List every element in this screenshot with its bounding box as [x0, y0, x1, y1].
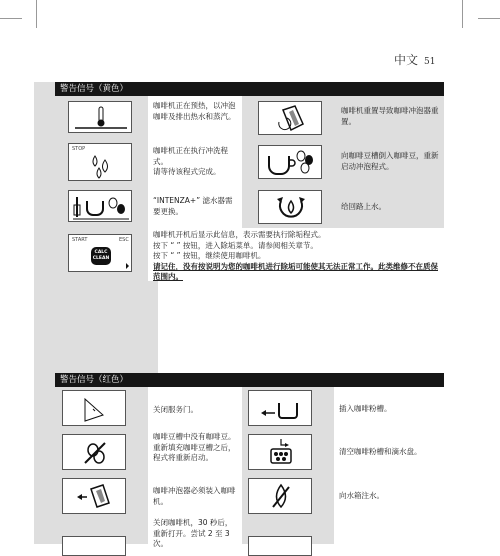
yellow-row1-left-text: 咖啡机正在预热，以冲泡咖啡及排出热水和蒸汽。	[153, 101, 236, 121]
red-row1-left-text: 关闭服务门。	[153, 405, 198, 414]
red-row1-right-text: 插入咖啡粉槽。	[339, 404, 392, 413]
page-number: 51	[424, 57, 436, 67]
stop-label: STOP	[72, 146, 86, 152]
red-row2-left-text: 咖啡豆槽中没有咖啡豆。 重新填充咖啡豆槽之后，程式将重新启动。	[153, 432, 236, 462]
brew-group-reset-icon	[258, 101, 322, 135]
red-row3-right-text: 向水箱注水。	[339, 491, 384, 500]
clean-label: CLEAN	[92, 256, 110, 261]
insert-brew-group-icon	[62, 478, 126, 514]
esc-label: ESC	[119, 237, 129, 243]
descaling-line3: 按下 “ ” 按钮，继续使用咖啡机。	[153, 251, 266, 260]
red-row3-left-text: 咖啡冲泡器必须装入咖啡机。	[153, 486, 236, 506]
unknown-icon	[248, 536, 312, 556]
insert-grounds-drawer-icon	[248, 390, 312, 426]
crop-mark	[36, 0, 37, 28]
intenza-filter-icon	[68, 190, 132, 222]
descaling-warning: 请记住，没有按说明为您的咖啡机进行除垢可能使其无法正常工作。此类维修不在质保范围内。	[153, 261, 438, 281]
descaling-text	[153, 230, 441, 283]
start-label: START	[72, 237, 88, 243]
yellow-row3-left-text: “INTENZA+” 滤水器需要更换。	[153, 196, 233, 216]
crop-mark	[0, 18, 22, 19]
calc-clean-icon	[68, 234, 132, 272]
no-beans-icon	[62, 434, 126, 470]
crop-mark	[478, 18, 500, 19]
page-header	[394, 51, 435, 68]
yellow-row2-right-text: 向咖啡豆槽倒入咖啡豆，重新启动冲泡程式。	[341, 151, 439, 171]
add-beans-icon	[258, 145, 322, 179]
restart-icon	[62, 536, 126, 556]
descaling-line1: 咖啡机开机后显示此信息，表示需要执行除垢程式。	[153, 230, 326, 239]
yellow-row3-right-text: 给回路上水。	[341, 202, 386, 211]
thermometer-icon	[68, 101, 132, 133]
fill-water-tank-icon	[248, 478, 312, 514]
rinse-icon	[68, 143, 132, 181]
red-row4-left-text: 关闭咖啡机，30 秒后，重新打开。尝试 2 至 3 次。	[153, 518, 233, 548]
prime-circuit-icon	[258, 190, 322, 224]
descaling-line2: 按下 “ ” 按钮，进入除垢菜单。请参阅相关章节。	[153, 240, 318, 250]
crop-mark	[462, 0, 463, 28]
calc-label: CALC	[94, 250, 108, 255]
empty-grounds-icon	[248, 434, 312, 470]
yellow-row2-left-text: 咖啡机正在执行冲洗程式。 请等待该程式完成。	[153, 146, 228, 176]
yellow-section-title: 警告信号（黄色）	[55, 82, 444, 96]
red-row2-right-text: 清空咖啡粉槽和滴水盘。	[339, 447, 422, 456]
language-label: 中文	[394, 53, 419, 67]
yellow-row1-right-text: 咖啡机重置导致咖啡冲泡器重置。	[341, 106, 439, 126]
red-section-title: 警告信号（红色）	[55, 373, 444, 387]
service-door-icon	[62, 390, 126, 426]
